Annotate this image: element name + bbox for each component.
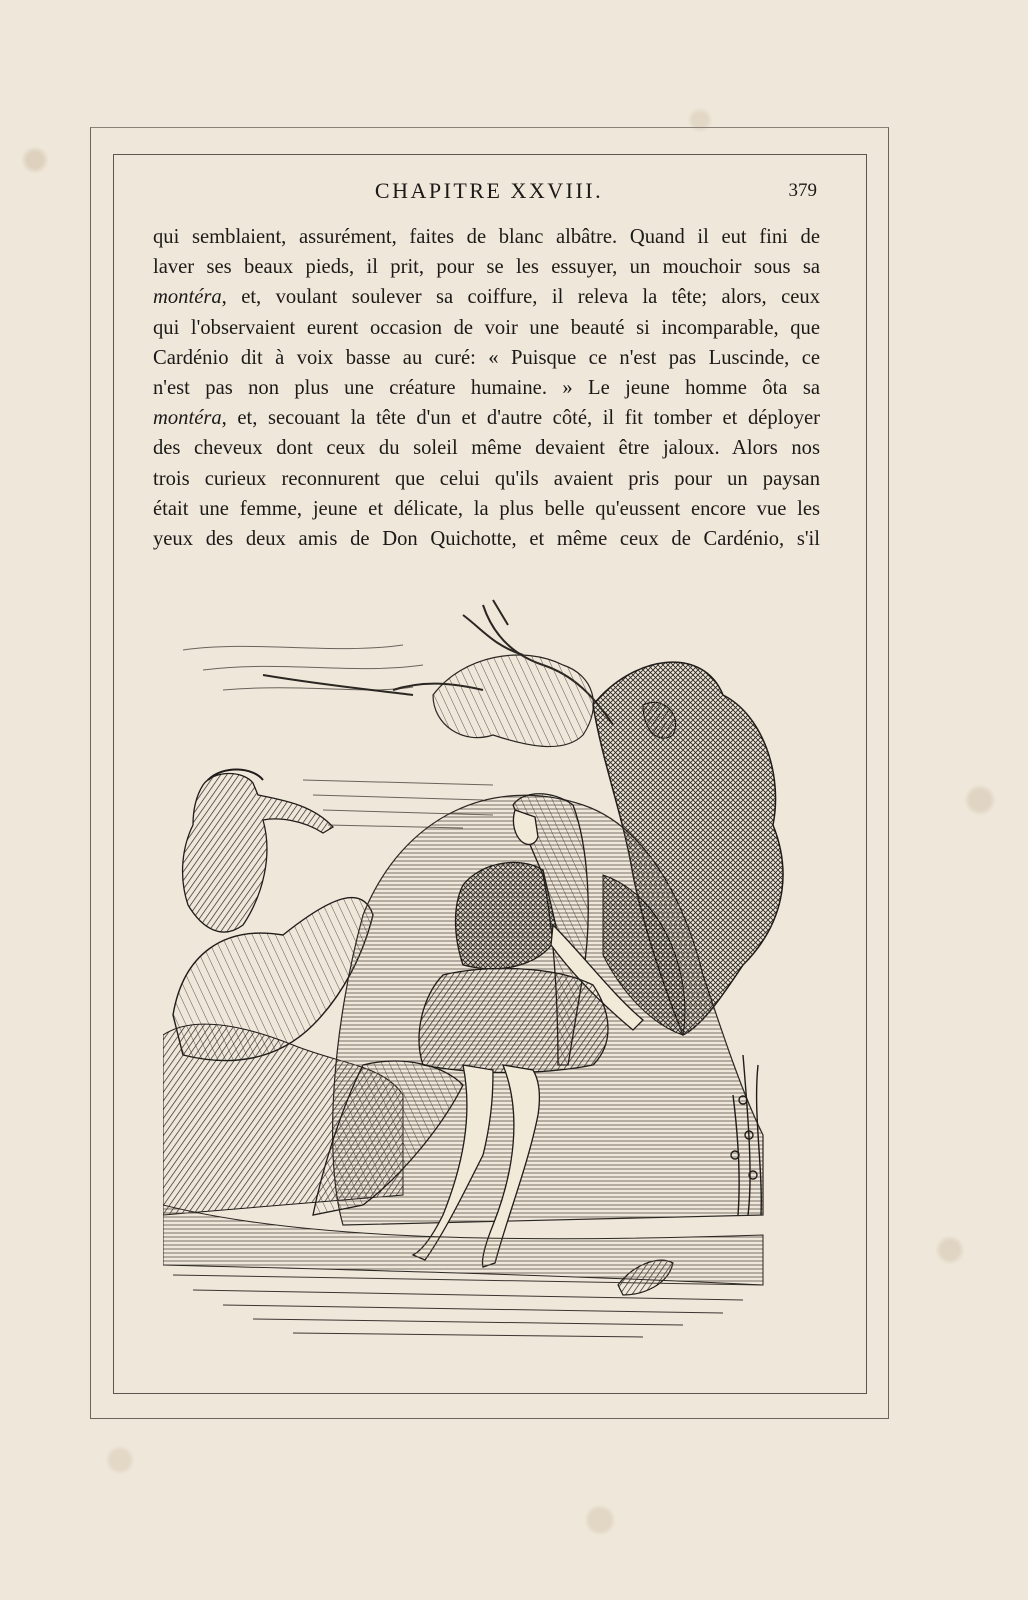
text-run: Cardénio dit à voix basse au curé: « Puisque ce n'est pas Luscinde, ce bbox=[153, 346, 820, 369]
text-line bbox=[153, 494, 820, 524]
text-line bbox=[153, 282, 820, 312]
text-run: yeux des deux amis de Don Quichotte, et même ceux de Cardénio, s'il bbox=[153, 527, 820, 550]
text-line bbox=[153, 373, 820, 403]
tree-foliage bbox=[433, 655, 593, 747]
text-line bbox=[153, 252, 820, 282]
text-run: qui l'observaient eurent occasion de voir une beauté si incomparable, que bbox=[153, 316, 820, 339]
text-run: laver ses beaux pieds, il prit, pour se les essuyer, un mouchoir sous sa bbox=[153, 256, 820, 279]
water-surface bbox=[173, 1275, 763, 1337]
running-head bbox=[113, 178, 865, 212]
text-line bbox=[153, 343, 820, 373]
text-run: , et, voulant soulever sa coiffure, il releva la tête; alors, ceux bbox=[221, 286, 820, 309]
text-line bbox=[153, 464, 820, 494]
italic-word: montéra bbox=[153, 407, 222, 430]
text-run: , et, secouant la tête d'un et d'autre côté, il fit tomber et déployer bbox=[221, 407, 820, 430]
text-line bbox=[153, 313, 820, 343]
italic-word: montéra bbox=[153, 286, 222, 309]
distant-figure bbox=[183, 769, 333, 932]
text-run: était une femme, jeune et délicate, la plus belle qu'eussent encore vue les bbox=[153, 497, 820, 520]
text-line bbox=[153, 403, 820, 433]
body-text bbox=[153, 222, 820, 554]
chapter-title: CHAPITRE XXVIII. bbox=[374, 178, 604, 203]
text-line bbox=[153, 222, 820, 252]
text-run: qui semblaient, assurément, faites de blanc albâtre. Quand il eut fini de bbox=[153, 226, 820, 248]
engraving-illustration bbox=[163, 595, 823, 1365]
text-line bbox=[153, 433, 820, 463]
text-run: n'est pas non plus une créature humaine. » Le jeune homme ôta sa bbox=[153, 376, 820, 399]
text-run: trois curieux reconnurent que celui qu'ils avaient pris pour un paysan bbox=[153, 467, 820, 490]
text-run: des cheveux dont ceux du soleil même devaient être jaloux. Alors nos bbox=[153, 437, 820, 460]
engraving-drawing bbox=[163, 595, 823, 1365]
text-line bbox=[153, 524, 820, 554]
page-number: 379 bbox=[788, 180, 817, 201]
